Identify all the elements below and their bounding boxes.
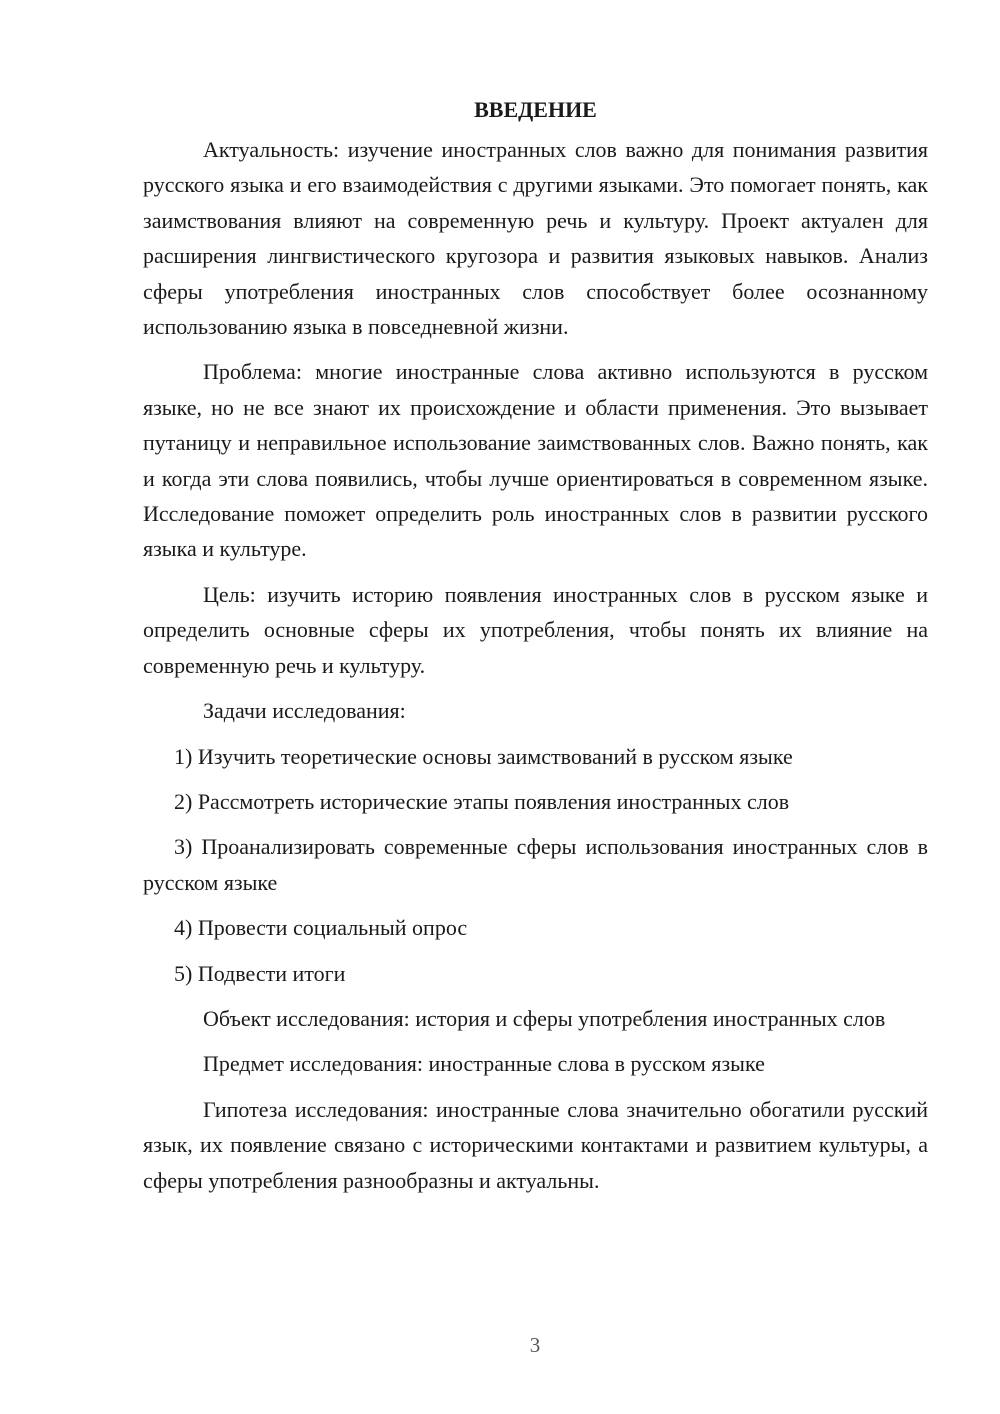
list-item-task-3: 3) Проанализировать современные сферы использования иностранных слов в русском языке (143, 834, 928, 895)
paragraph-object: Объект исследования: история и сферы употребления иностранных слов (203, 1005, 886, 1031)
paragraph-goal: Цель: изучить историю появления иностранных слов в русском языке и определить основные сферы их употребления, чтобы понять их влияние на современную речь и культуру. (143, 581, 928, 678)
page-title: ВВЕДЕНИЕ (474, 97, 597, 122)
paragraph-relevance: Актуальность: изучение иностранных слов важно для понимания развития русского языка и его взаимодействия с другими языками. Это помогает понять, как заимствования влияют на современную речь и культуру. Проект актуален для расширения лингвистического кругозора и развития языковых навыков. Анализ сферы употребления иностранных слов способствует более осознанному использованию языка в повседневной жизни. (143, 137, 928, 340)
list-item-task-2: 2) Рассмотреть исторические этапы появления иностранных слов (174, 788, 790, 814)
list-item-task-1: 1) Изучить теоретические основы заимствований в русском языке (174, 743, 793, 769)
tasks-heading: Задачи исследования: (203, 698, 406, 724)
page-number: 3 (529, 1333, 541, 1357)
document-page (143, 92, 928, 1198)
list-item-task-5: 5) Подвести итоги (174, 960, 346, 986)
paragraph-hypothesis: Гипотеза исследования: иностранные слова значительно обогатили русский язык, их появление связано с историческими контактами и развитием культуры, а сферы употребления разнообразны и актуальны. (143, 1096, 928, 1193)
paragraph-problem: Проблема: многие иностранные слова активно используются в русском языке, но не все знают их происхождение и области применения. Это вызывает путаницу и неправильное использование заимствованных слов. Важно понять, как и когда эти слова появились, чтобы лучше ориентироваться в современном языке. Исследование поможет определить роль иностранных слов в развитии русского языка и культуре. (143, 359, 928, 562)
paragraph-subject: Предмет исследования: иностранные слова в русском языке (203, 1051, 765, 1077)
list-item-task-4: 4) Провести социальный опрос (174, 915, 468, 941)
